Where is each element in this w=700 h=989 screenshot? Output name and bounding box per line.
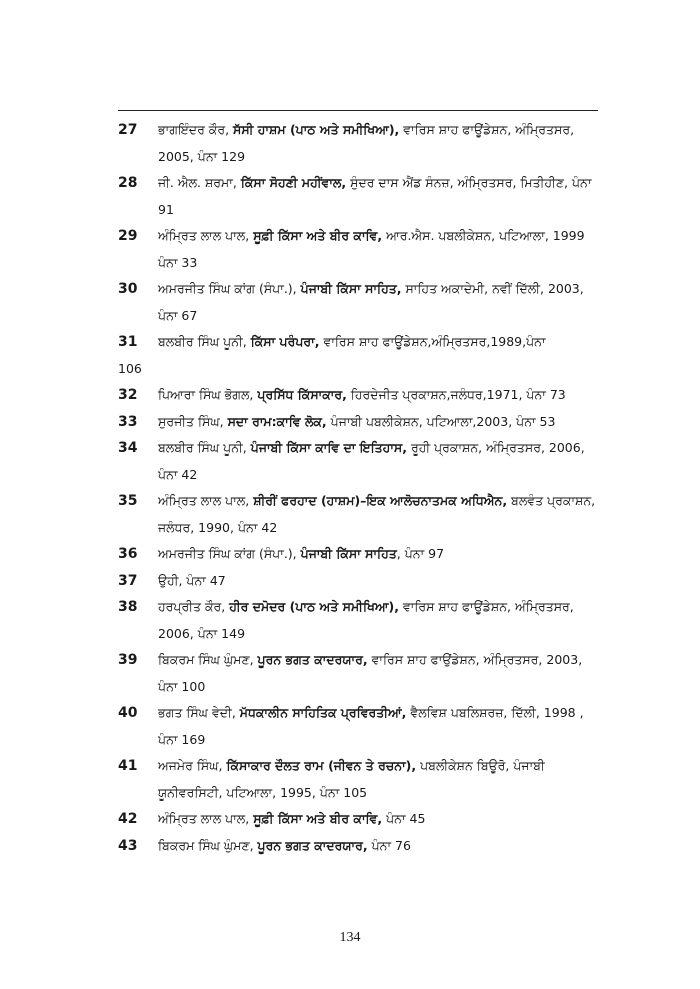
- footnote-number: 32: [118, 387, 138, 403]
- footnote-number: 38: [118, 599, 138, 615]
- footnote-author: ਅਮਰਜੀਤ ਸਿੰਘ ਕਾਂਗ (ਸੰਪਾ.),: [158, 546, 301, 561]
- footnote-number: 35: [118, 493, 138, 509]
- footnote-item: [118, 435, 600, 488]
- footnote-author: ਪਿਆਰਾ ਸਿੰਘ ਭੋਗਲ,: [158, 387, 258, 402]
- footnote-item: [118, 488, 600, 541]
- footnote-author: ਬਲਬੀਰ ਸਿੰਘ ਪੂਨੀ,: [158, 440, 251, 455]
- footnote-details: ਪੰਨਾ 47: [186, 572, 226, 588]
- footnote-number: 34: [118, 440, 138, 456]
- footnote-details: ਆਰ.ਐਸ. ਪਬਲੀਕੇਸ਼ਨ, ਪਟਿਆਲਾ, 1999 ਪੰਨਾ 33: [158, 228, 585, 270]
- footnote-title: ਸੂਫ਼ੀ ਕਿੱਸਾ ਅਤੇ ਬੀਰ ਕਾਵਿ,: [253, 811, 383, 826]
- footnote-title: ਮੱਧਕਾਲੀਨ ਸਾਹਿਤਿਕ ਪ੍ਰਵਿਰਤੀਆਂ,: [239, 705, 407, 720]
- footnote-title: ਸੂਫ਼ੀ ਕਿੱਸਾ ਅਤੇ ਬੀਰ ਕਾਵਿ,: [253, 228, 383, 243]
- footnote-title: ਪੂਰਨ ਭਗਤ ਕਾਦਰਯਾਰ,: [257, 652, 368, 667]
- footnote-author: ਜੀ. ਐਲ. ਸ਼ਰਮਾ,: [158, 175, 241, 190]
- footnote-title: ਸਦਾ ਰਾਮ:ਕਾਵਿ ਲੋਕ,: [227, 413, 327, 429]
- footnote-title: ਕਿੱਸਾਕਾਰ ਦੌਲਤ ਰਾਮ (ਜੀਵਨ ਤੇ ਰਚਨਾ),: [226, 758, 417, 773]
- footnote-author: ਬਿਕਰਮ ਸਿੰਘ ਘੁੰਮਣ,: [158, 652, 258, 667]
- footnote-number: 30: [118, 281, 138, 297]
- top-rule: [118, 110, 598, 111]
- footnote-item: [118, 329, 600, 382]
- footnote-author: ਅਜਮੇਰ ਸਿੰਘ,: [158, 758, 227, 773]
- footnote-details: ਪਬਲੀਕੇਸ਼ਨ ਬਿਊਰੋ, ਪੰਜਾਬੀ ਯੂਨੀਵਰਸਿਟੀ, ਪਟਿਆਲਾ, 1995, ਪੰਨਾ 105: [158, 758, 545, 800]
- footnote-item: [118, 276, 600, 329]
- footnote-details: ਵਾਰਿਸ ਸ਼ਾਹ ਫਾਉਂਡੇਸ਼ਨ, ਅੰਮ੍ਰਿਤਸਰ, 2003, ਪੰਨਾ 100: [158, 652, 583, 694]
- footnote-details: ਵਾਰਿਸ ਸ਼ਾਹ ਫਾਊਂਡੇਸ਼ਨ, ਅੰਮ੍ਰਿਤਸਰ, 2005, ਪੰਨਾ 129: [158, 122, 575, 164]
- footnote-number: 31: [118, 334, 138, 350]
- footnote-author: ਭਗਤ ਸਿੰਘ ਵੇਦੀ,: [158, 705, 240, 720]
- footnote-details: ਪੰਨਾ 76: [367, 837, 411, 853]
- footnote-item: [118, 594, 600, 647]
- footnote-item: [118, 117, 600, 170]
- footnote-title: ਪੰਜਾਬੀ ਕਿੱਸਾ ਸਾਹਿਤ,: [300, 281, 402, 296]
- footnote-author: ਹਰਪ੍ਰੀਤ ਕੌਰ,: [158, 599, 230, 614]
- footnote-number: 37: [118, 572, 138, 589]
- footnote-title: ਪੰਜਾਬੀ ਕਿੱਸਾ ਸਾਹਿਤ: [300, 546, 397, 561]
- footnote-details: ਪੰਜਾਬੀ ਪਬਲੀਕੇਸ਼ਨ, ਪਟਿਆਲਾ,2003, ਪੰਨਾ 53: [326, 413, 556, 429]
- footnote-author: ਬਿਕਰਮ ਸਿੰਘ ਘੁੰਮਣ,: [158, 837, 258, 853]
- footnote-details: , ਪੰਨਾ 97: [396, 546, 445, 561]
- footnote-title: ਹੀਰ ਦਮੋਦਰ (ਪਾਠ ਅਤੇ ਸਮੀਖਿਆ),: [229, 599, 399, 614]
- footnote-title: ਪੰਜਾਬੀ ਕਿੱਸਾ ਕਾਵਿ ਦਾ ਇਤਿਹਾਸ,: [250, 440, 407, 455]
- footnote-author: ਅਮਰਜੀਤ ਸਿੰਘ ਕਾਂਗ (ਸੰਪਾ.),: [158, 281, 301, 296]
- footnote-author: ਅੰਮ੍ਰਿਤ ਲਾਲ ਪਾਲ,: [158, 228, 254, 243]
- footnote-details: ਪੰਨਾ 45: [382, 811, 426, 826]
- footnote-title: ਪੂਰਨ ਭਗਤ ਕਾਦਰਯਾਰ,: [257, 837, 368, 853]
- footnote-details: ਵਾਰਿਸ ਸ਼ਾਹ ਫਾਊਂਡੇਸ਼ਨ,ਅੰਮ੍ਰਿਤਸਰ,1989,ਪੰਨਾ: [319, 334, 546, 349]
- footnote-number: 36: [118, 546, 138, 562]
- footnote-number: 28: [118, 175, 138, 191]
- footnote-author: ਬਲਬੀਰ ਸਿੰਘ ਪੂਨੀ,: [158, 334, 251, 349]
- footnote-overflow: 106: [118, 360, 142, 376]
- footnote-details: ਸਾਹਿਤ ਅਕਾਦੇਮੀ, ਨਵੀਂ ਦਿੱਲੀ, 2003, ਪੰਨਾ 67: [158, 281, 584, 323]
- footnote-number: 27: [118, 122, 138, 138]
- footnote-number: 43: [118, 837, 138, 854]
- footnote-number: 39: [118, 652, 138, 668]
- footnote-number: 41: [118, 758, 138, 774]
- footnote-title: ਕਿੱਸਾ ਸੋਹਣੀ ਮਹੀਂਵਾਲ,: [240, 175, 347, 190]
- footnote-author: ਉਹੀ,: [158, 572, 187, 588]
- footnote-title: ਪ੍ਰਸਿੱਧ ਕਿੱਸਾਕਾਰ,: [257, 387, 347, 402]
- footnote-author: ਸੁਰਜੀਤ ਸਿੰਘ,: [158, 413, 228, 429]
- footnote-author: ਅੰਮ੍ਰਿਤ ਲਾਲ ਪਾਲ,: [158, 493, 254, 508]
- footnote-details: ਵਾਰਿਸ ਸ਼ਾਹ ਫਾਊਂਡੇਸ਼ਨ, ਅੰਮ੍ਰਿਤਸਰ, 2006, ਪੰਨਾ 149: [158, 599, 574, 641]
- footnotes-list: [118, 117, 600, 859]
- footnote-item: [118, 409, 600, 436]
- footnote-details: ਰੂਹੀ ਪ੍ਰਕਾਸ਼ਨ, ਅੰਮ੍ਰਿਤਸਰ, 2006, ਪੰਨਾ 42: [158, 440, 585, 482]
- footnote-number: 42: [118, 811, 138, 827]
- footnote-item: [118, 382, 600, 409]
- footnote-details: ਸੁੰਦਰ ਦਾਸ ਐਂਡ ਸੰਨਜ਼, ਅੰਮ੍ਰਿਤਸਰ, ਮਿਤੀਹੀਣ, ਪੰਨਾ 91: [158, 175, 592, 217]
- footnote-item: [118, 700, 600, 753]
- footnote-item: [118, 170, 600, 223]
- footnote-title: ਕਿੱਸਾ ਪਰੰਪਰਾ,: [250, 334, 320, 349]
- footnote-title: ਸੱਸੀ ਹਾਸ਼ਮ (ਪਾਠ ਅਤੇ ਸਮੀਖਿਆ),: [233, 122, 400, 137]
- footnote-item: [118, 223, 600, 276]
- footnote-item: [118, 806, 600, 833]
- footnote-details: ਵੈਲਵਿਸ਼ ਪਬਲਿਸ਼ਰਜ਼, ਦਿੱਲੀ, 1998 , ਪੰਨਾ 169: [158, 705, 584, 747]
- footnote-details: ਹਿਰਦੇਜੀਤ ਪ੍ਰਕਾਸ਼ਨ,ਜਲੰਧਰ,1971, ਪੰਨਾ 73: [346, 387, 566, 402]
- page-number: 134: [339, 930, 361, 945]
- footnote-item: [118, 833, 600, 860]
- footnote-item: [118, 568, 600, 595]
- footnote-title: ਸ਼ੀਰੀਂ ਫਰਹਾਦ (ਹਾਸ਼ਮ)–ਇਕ ਆਲੋਚਨਾਤਮਕ ਅਧਿਐਨ,: [253, 493, 508, 508]
- footnote-author: ਭਾਗਇੰਦਰ ਕੌਰ,: [158, 122, 234, 137]
- footnote-item: [118, 541, 600, 568]
- footnote-details: ਬਲਵੰਤ ਪ੍ਰਕਾਸ਼ਨ, ਜਲੰਧਰ, 1990, ਪੰਨਾ 42: [158, 493, 596, 535]
- footnote-item: [118, 753, 600, 806]
- footnote-number: 40: [118, 705, 138, 721]
- footnote-item: [118, 647, 600, 700]
- footnote-number: 29: [118, 228, 138, 244]
- footnote-author: ਅੰਮ੍ਰਿਤ ਲਾਲ ਪਾਲ,: [158, 811, 254, 826]
- footnote-number: 33: [118, 413, 138, 430]
